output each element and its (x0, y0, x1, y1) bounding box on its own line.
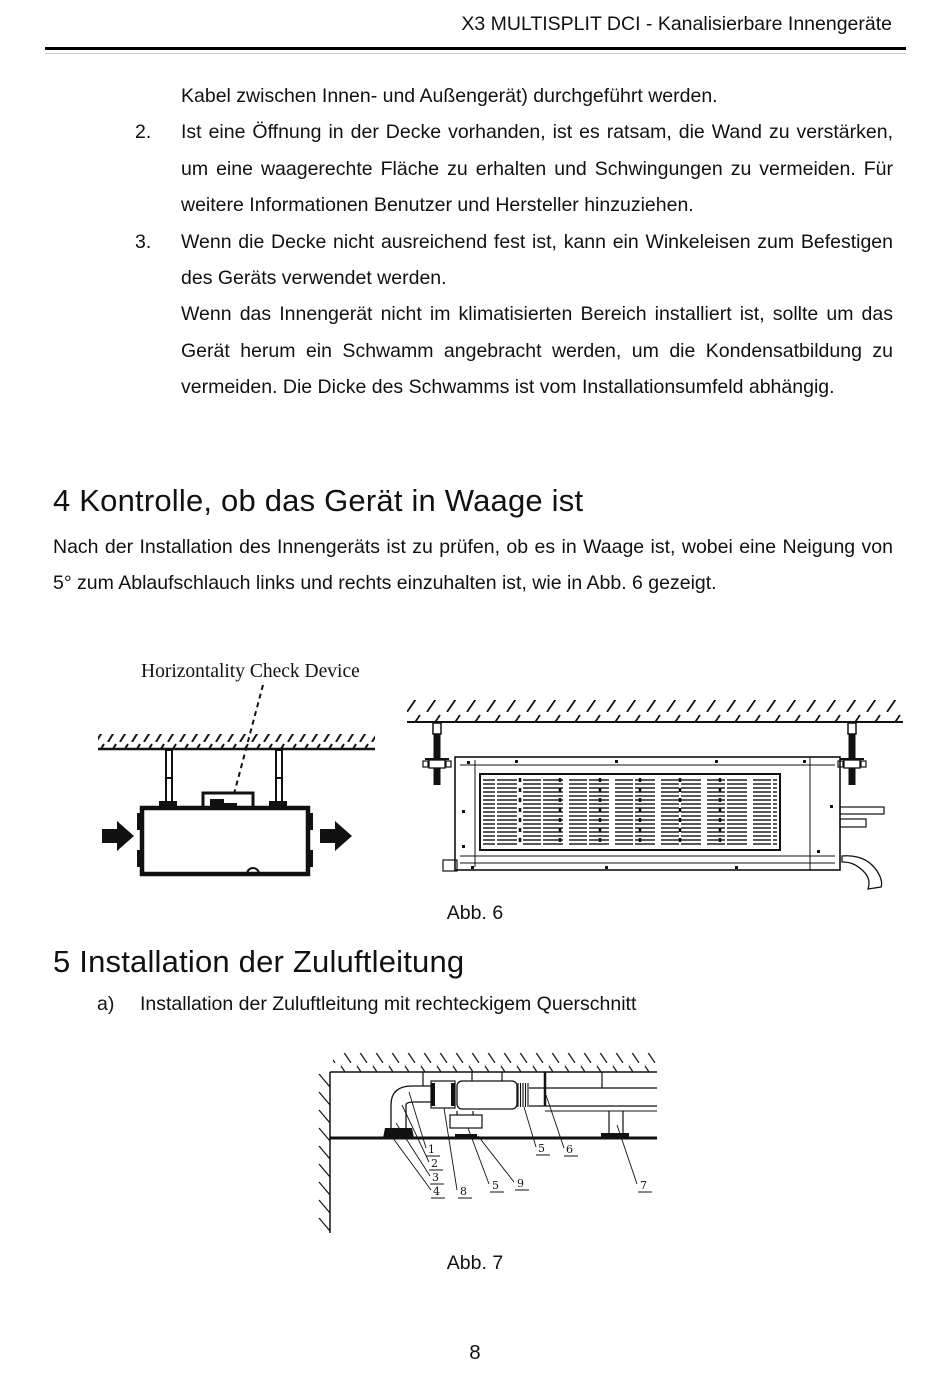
section5-item-a (97, 993, 636, 1016)
support-column (601, 1111, 629, 1138)
callout-number: 2 (431, 1157, 438, 1170)
drain-hose (842, 856, 882, 889)
list-item-number: 3. (135, 230, 152, 253)
callout-number: 5 (492, 1179, 499, 1192)
diagram-supply-air-duct (305, 1045, 665, 1235)
figure-caption-abb7: Abb. 7 (446, 1252, 504, 1274)
ceiling-hatch (407, 700, 903, 722)
ceiling-hatch (333, 1053, 657, 1072)
paragraph-continuation-line: Kabel zwischen Innen- und Außengerät) durchgeführt werden. (181, 85, 718, 107)
page-number: 8 (469, 1341, 481, 1364)
callout-number: 9 (517, 1177, 524, 1190)
callout-number: 4 (433, 1185, 440, 1198)
ceiling-hatch (98, 734, 375, 749)
callout-number: 8 (460, 1185, 467, 1198)
figure-caption-abb6: Abb. 6 (446, 902, 504, 924)
damper-box (450, 1111, 482, 1138)
list-item (53, 224, 893, 297)
supply-duct-right (529, 1072, 657, 1111)
section5-heading: 5 Installation der Zuluftleitung (53, 944, 465, 979)
airflow-arrow-right (320, 821, 352, 851)
hanger-bolt-right (838, 723, 866, 785)
callout-number: 3 (432, 1171, 439, 1184)
header-rule-shadow (45, 53, 906, 54)
list-item-text: Wenn die Decke nicht ausreichend fest ist, kann ein Winkeleisen zum Befestigen des Geräts verwendet werden. (181, 230, 893, 290)
header-rule (45, 47, 906, 50)
corrugated-connector (518, 1083, 528, 1107)
list-continuation-paragraph: Wenn das Innengerät nicht im klimatisierten Bereich installiert ist, sollte um das Gerät herum ein Schwamm angebracht werden, um die Kondensatbildung zu vermeiden. Die Dicke des Schwamms ist vom Installationsumfeld abhängig. (181, 303, 893, 399)
canvas-connector (431, 1081, 455, 1108)
diagram-horizontality-check (95, 652, 405, 892)
duct-elbow (383, 1086, 431, 1138)
leader-lines (390, 1092, 637, 1190)
figure-label-horizontality: Horizontality Check Device (141, 661, 360, 682)
floor-grille (455, 1134, 477, 1138)
hanger-rod-right (269, 750, 287, 809)
list-item (53, 114, 893, 223)
header-title: X3 MULTISPLIT DCI - Kanalisierbare Innengeräte (461, 13, 892, 35)
body-text-block (53, 78, 893, 406)
callout-numbers (428, 1142, 647, 1198)
item-a-text: Installation der Zuluftleitung mit rechteckigem Querschnitt (140, 993, 637, 1015)
outlet-base (383, 1128, 414, 1138)
item-a-marker: a) (97, 993, 115, 1015)
callout-number: 6 (566, 1143, 573, 1156)
wall-hatch (319, 1074, 330, 1231)
airflow-arrow-left (102, 821, 134, 851)
refrigerant-pipes (840, 807, 884, 827)
callout-number: 1 (428, 1143, 435, 1156)
air-grille (480, 774, 780, 850)
diagram-suspended-unit-side-view (405, 690, 905, 895)
hanger-rod-left (159, 750, 177, 809)
hanger-bolt-left (423, 723, 451, 785)
callout-number: 5 (538, 1142, 545, 1155)
list-item-text: Ist eine Öffnung in der Decke vorhanden, ist es ratsam, die Wand zu verstärken, um eine waagerechte Fläche zu erhalten und Schwingungen zu vermeiden. Für weitere Informationen Benutzer und Hersteller hinzuziehen. (181, 121, 893, 217)
fan-unit (423, 1072, 517, 1109)
list-item-number: 2. (135, 121, 152, 144)
callout-number: 7 (640, 1179, 647, 1192)
section4-paragraph: Nach der Installation des Innengeräts ist zu prüfen, ob es in Waage ist, wobei eine Neigung von 5° zum Ablaufschlauch links und rechts einzuhalten ist, wie in Abb. 6 gezeigt. (53, 536, 893, 595)
section4-heading: 4 Kontrolle, ob das Gerät in Waage ist (53, 483, 584, 518)
indoor-unit-box (137, 808, 313, 874)
